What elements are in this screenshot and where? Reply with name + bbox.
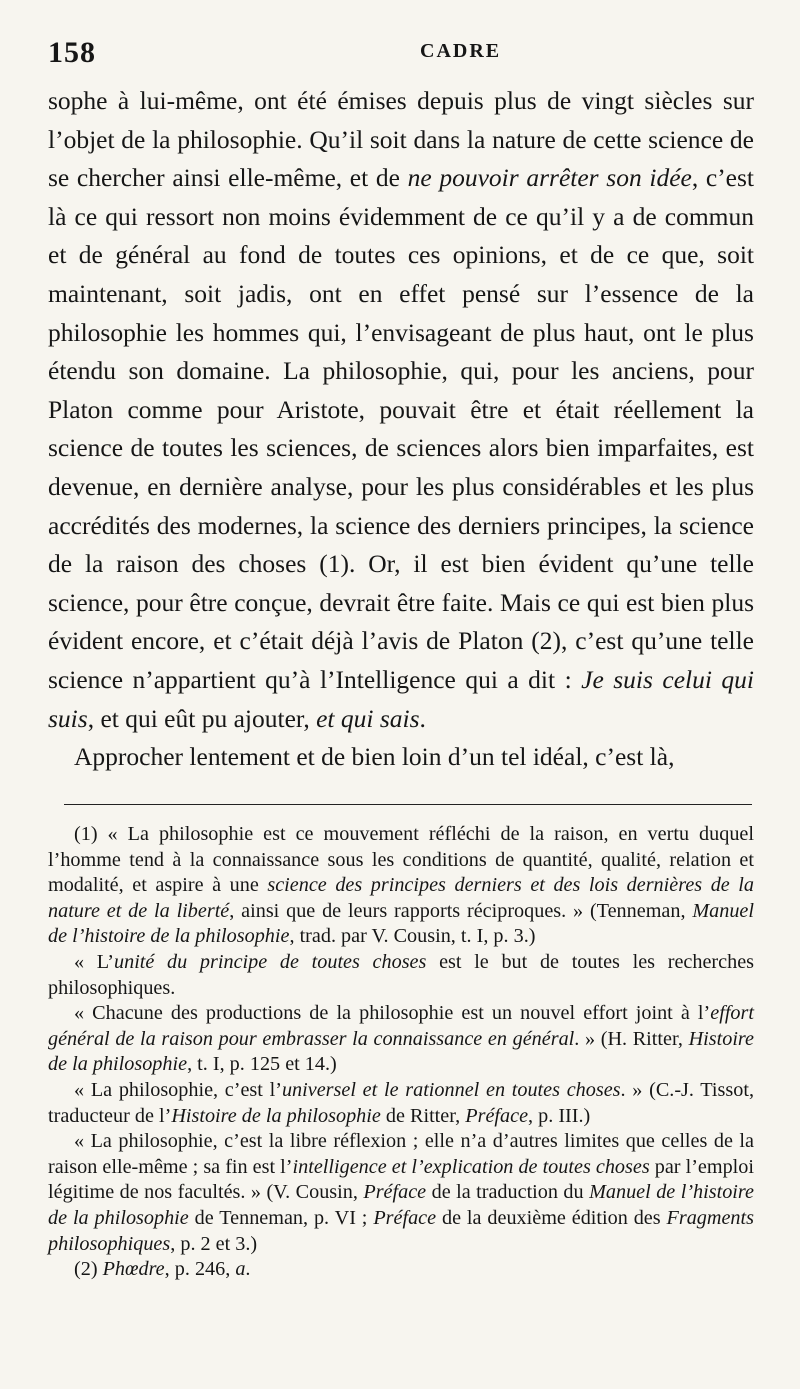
paragraph-1-text-3: , et qui eût pu ajouter, <box>87 703 317 733</box>
quote-5-text-1: « La philosophie, c’est la libre réflexion ; elle n’a d’autres limites que celles de la raison elle-même ; sa fin est l’ <box>48 1130 754 1178</box>
footnote-1-quote-4 <box>48 1078 754 1129</box>
footnote-1-text-2: , ainsi que de leurs rapports réciproques. » (Tenneman, <box>229 899 693 922</box>
footnote-1 <box>48 822 754 950</box>
quote-4-italic-3: Préface <box>465 1104 529 1127</box>
quote-5-italic-1: intelligence et l’explication de toutes choses <box>292 1155 650 1178</box>
footnote-1-italic-2: Manuel de l’histoire de la philosophie <box>48 899 754 948</box>
paragraph-1-text-2: , c’est là ce qui ressort non moins évidemment de ce qu’il y a de commun et de général au fond de toutes ces opinions, et de ce que, soit maintenant, soit jadis, ont en effet pensé sur l’essence de la philosophie les hommes qui, l’envisageant de plus haut, ont le plus étendu son domaine. La philosophie, qui, pour les anciens, pour Platon comme pour Aristote, pouvait être et était réellement la science de toutes les sciences, de sciences alors bien imparfaites, est devenue, en dernière analyse, pour les plus considérables et les plus accrédités des modernes, la science des derniers principes, la science de la raison des choses (1). Or, il est bien évident qu’une telle science, pour être conçue, devrait être faite. Mais ce qui est bien plus évident encore, et c’était déjà l’avis de Platon (2), c’est qu’une telle science n’appartient qu’à l’Intelligence qui a dit : <box>48 163 755 694</box>
quote-5-text-4: de Tenneman, p. VI ; <box>188 1206 374 1229</box>
footnote-1-quote-2 <box>48 950 754 1001</box>
footnote-1-marker: (1) <box>74 823 98 845</box>
footnote-2-italic-1: Phœdre <box>102 1258 165 1281</box>
main-text <box>48 82 754 777</box>
footnote-2 <box>48 1257 754 1283</box>
quote-2-text-2: est le but de toutes les recherches philosophiques. <box>48 950 755 999</box>
running-head: CADRE <box>420 40 502 62</box>
footnote-2-italic-2: a <box>235 1258 246 1281</box>
quote-4-text-3: de Ritter, <box>380 1104 466 1127</box>
quote-5-italic-4: Préface <box>373 1206 437 1229</box>
quote-5-text-2: par l’emploi légitime de nos facultés. » (V. Cousin, <box>48 1155 754 1204</box>
footnote-1-text-1: « La philosophie est ce mouvement réfléchi de la raison, en vertu duquel l’homme tend à la connaissance sous les conditions de quantité, qualité, relation et modalité, et aspire à une <box>48 823 754 897</box>
quote-4-text-1: « La philosophie, c’est l’ <box>74 1078 282 1101</box>
paragraph-2: Approcher lentement et de bien loin d’un tel idéal, c’est là, <box>74 742 675 772</box>
paragraph-1-text-1: sophe à lui-même, ont été émises depuis plus de vingt siècles sur l’objet de la philosophie. Qu’il soit dans la nature de cette science de se chercher ainsi elle-même, et de <box>48 86 754 193</box>
quote-4-italic-2: Histoire de la philosophie <box>171 1104 381 1127</box>
quote-4-text-2: . » (C.-J. Tissot, traducteur de l’ <box>48 1078 754 1127</box>
footnote-1-text-3: , trad. par V. Cousin, t. I, p. 3.) <box>289 925 536 948</box>
quote-5-italic-2: Préface <box>363 1181 427 1204</box>
quote-3-text-3: , t. I, p. 125 et 14.) <box>187 1053 337 1076</box>
quote-2-italic-1: unité du principe de toutes choses <box>114 950 427 973</box>
quote-5-text-6: , p. 2 et 3.) <box>170 1232 258 1255</box>
quote-5-italic-5: Fragments philosophiques <box>48 1206 754 1255</box>
quote-5-text-5: de la deuxième édition des <box>436 1206 667 1229</box>
page-header <box>48 36 748 76</box>
footnote-1-quote-3 <box>48 1001 754 1078</box>
footnote-separator <box>64 804 752 805</box>
quote-3-text-1: « Chacune des productions de la philosophie est un nouvel effort joint à l’ <box>74 1002 711 1025</box>
footnote-2-marker: (2) <box>74 1258 98 1281</box>
paragraph-1-italic-1: ne pouvoir arrêter son idée <box>407 163 692 193</box>
footnote-1-quote-5 <box>48 1129 754 1257</box>
quote-3-italic-2: Histoire de la philosophie <box>48 1027 754 1076</box>
footnote-1-italic-1: science des principes derniers et des lois dernières de la nature et de la liberté <box>48 874 755 922</box>
quote-3-text-2: . » (H. Ritter, <box>574 1027 689 1050</box>
page-number: 158 <box>48 36 96 69</box>
footnote-2-text-2: . <box>245 1258 251 1281</box>
paragraph-1-italic-3: et qui sais <box>316 703 420 733</box>
footnote-2-text-1: , p. 246, <box>164 1258 236 1281</box>
footnotes <box>48 822 754 1283</box>
quote-4-text-4: , p. III.) <box>528 1104 591 1127</box>
quote-3-italic-1: effort général de la raison pour embrasser la connaissance en général <box>48 1002 754 1050</box>
paragraph-1-italic-2: Je suis celui qui suis <box>48 664 754 733</box>
quote-4-italic-1: universel et le rationnel en toutes choses <box>281 1078 621 1101</box>
paragraph-1-text-4: . <box>419 703 426 733</box>
quote-2-text-1: « L’ <box>74 950 114 973</box>
paragraph-1 <box>48 82 754 738</box>
quote-5-italic-3: Manuel de l’histoire de la philosophie <box>48 1181 754 1229</box>
quote-5-text-3: de la traduction du <box>426 1181 590 1204</box>
